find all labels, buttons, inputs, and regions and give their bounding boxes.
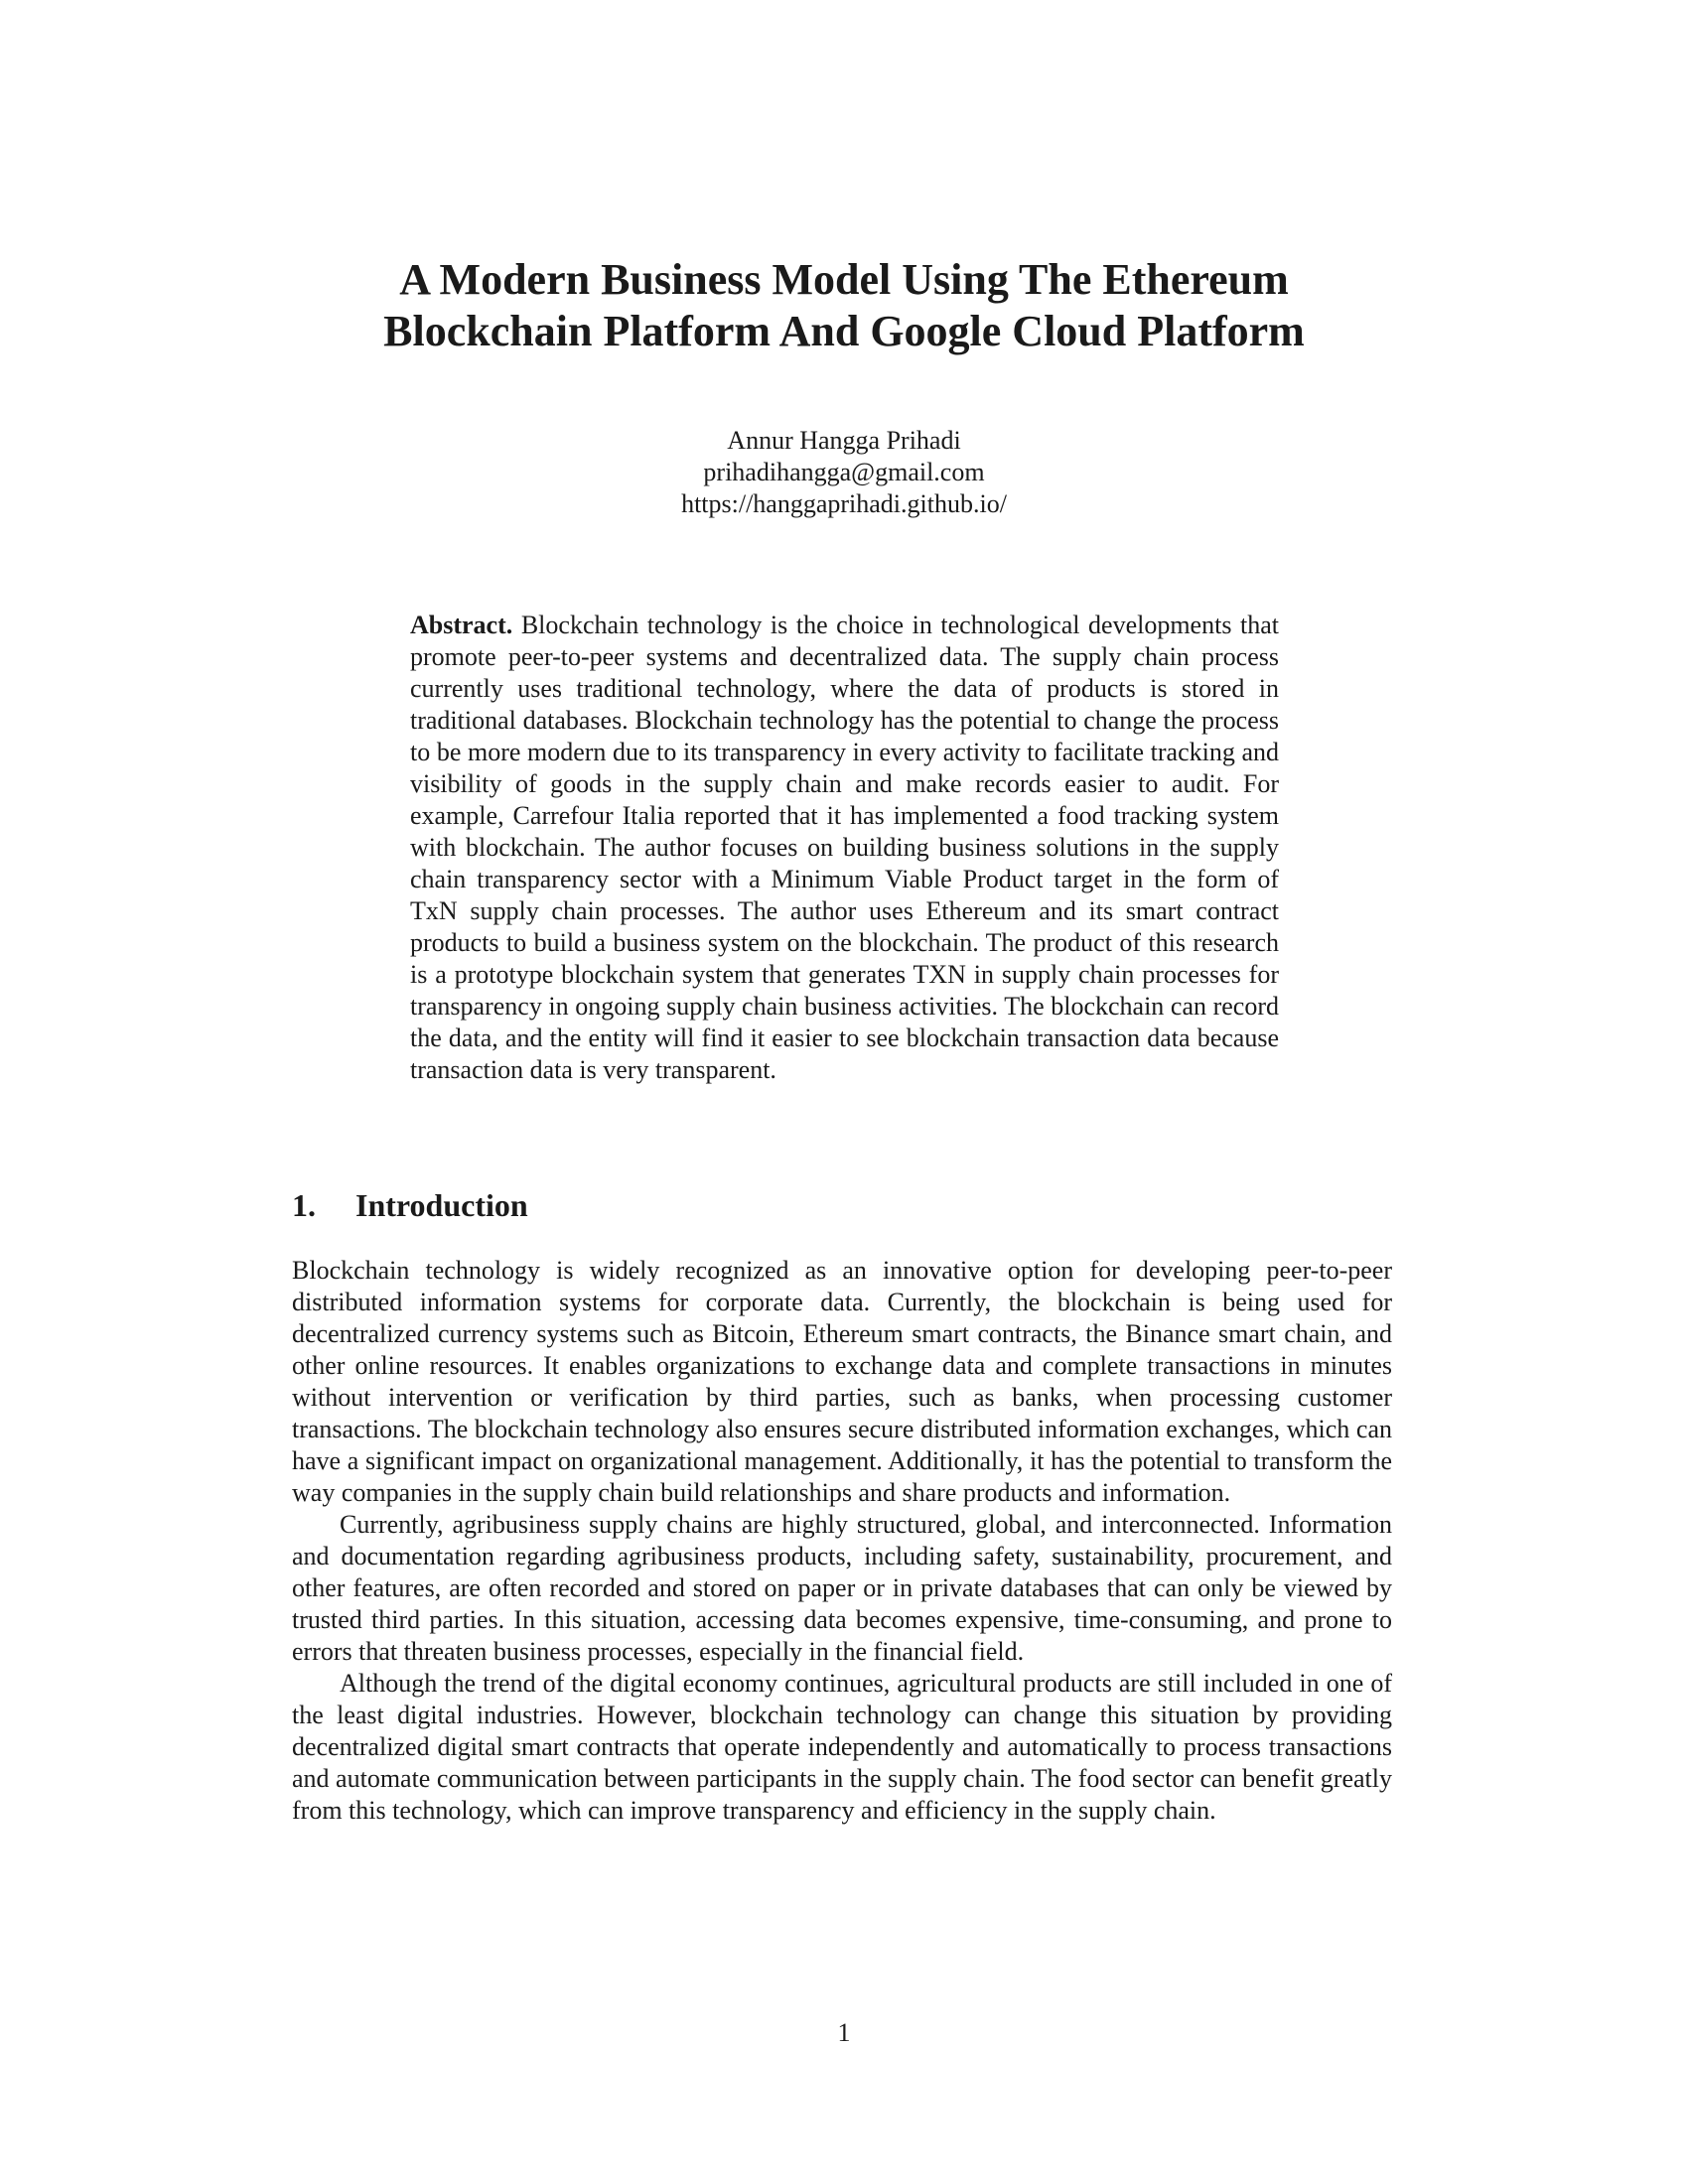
abstract-text: Blockchain technology is the choice in technological developments that promote peer-to-peer systems and decentralized data. The supply chain process currently uses traditional technology, where the data of products is stored in traditional databases. Blockchain technology has the potential to change the process to be more modern due to its transparency in every activity to facilitate tracking and visibility of goods in the supply chain and make records easier to audit. For example, Carrefour Italia reported that it has implemented a food tracking system with blockchain. The author focuses on building business solutions in the supply chain transparency sector with a Minimum Viable Product target in the form of TxN supply chain processes. The author uses Ethereum and its smart contract products to build a business system on the blockchain. The product of this research is a prototype blockchain system that generates TXN in supply chain processes for transparency in ongoing supply chain business activities. The blockchain can record the data, and the entity will find it easier to see blockchain transaction data because transaction data is very transparent. <box>410 611 1280 1084</box>
section-title: Introduction <box>355 1187 528 1223</box>
section-heading <box>292 1185 1384 1225</box>
body-paragraph-1: Blockchain technology is widely recognized as an innovative option for developing peer-to-peer distributed information systems for corporate data. Currently, the blockchain is being used for decentralized currency systems such as Bitcoin, Ethereum smart contracts, the Binance smart chain, and other online resources. It enables organizations to exchange data and complete transactions in minutes without intervention or verification by third parties, such as banks, when processing customer transactions. The blockchain technology also ensures secure distributed information exchanges, which can have a significant impact on organizational management. Additionally, it has the potential to transform the way companies in the supply chain build relationships and share products and information. <box>292 1256 1392 1507</box>
section-number: 1. <box>292 1187 316 1223</box>
page-number: 1 <box>837 2018 851 2047</box>
author-email: prihadihangga@gmail.com <box>703 458 985 486</box>
paper-title <box>248 254 1440 357</box>
author-name: Annur Hangga Prihadi <box>727 426 961 455</box>
abstract-label: Abstract. <box>410 611 513 639</box>
author-website: https://hanggaprihadi.github.io/ <box>681 489 1007 518</box>
abstract <box>410 610 1279 1086</box>
paper-title-line-1: A Modern Business Model Using The Ethereum <box>399 255 1289 304</box>
body-paragraph-3: Although the trend of the digital economy continues, agricultural products are still included in one of the least digital industries. However, blockchain technology can change this situation by providing decentralized digital smart contracts that operate independently and automatically to process transactions and automate communication between participants in the supply chain. The food sector can benefit greatly from this technology, which can improve transparency and efficiency in the supply chain. <box>292 1669 1392 1825</box>
paper-title-line-2: Blockchain Platform And Google Cloud Platform <box>383 307 1305 355</box>
author-block <box>447 425 1241 520</box>
body-paragraph-2: Currently, agribusiness supply chains are highly structured, global, and interconnected. Information and documentation regarding agribusiness products, including safety, sustainability, procurement, and other features, are often recorded and stored on paper or in private databases that can only be viewed by trusted third parties. In this situation, accessing data becomes expensive, time-consuming, and prone to errors that threaten business processes, especially in the financial field. <box>292 1510 1392 1666</box>
section-body <box>292 1255 1392 1827</box>
